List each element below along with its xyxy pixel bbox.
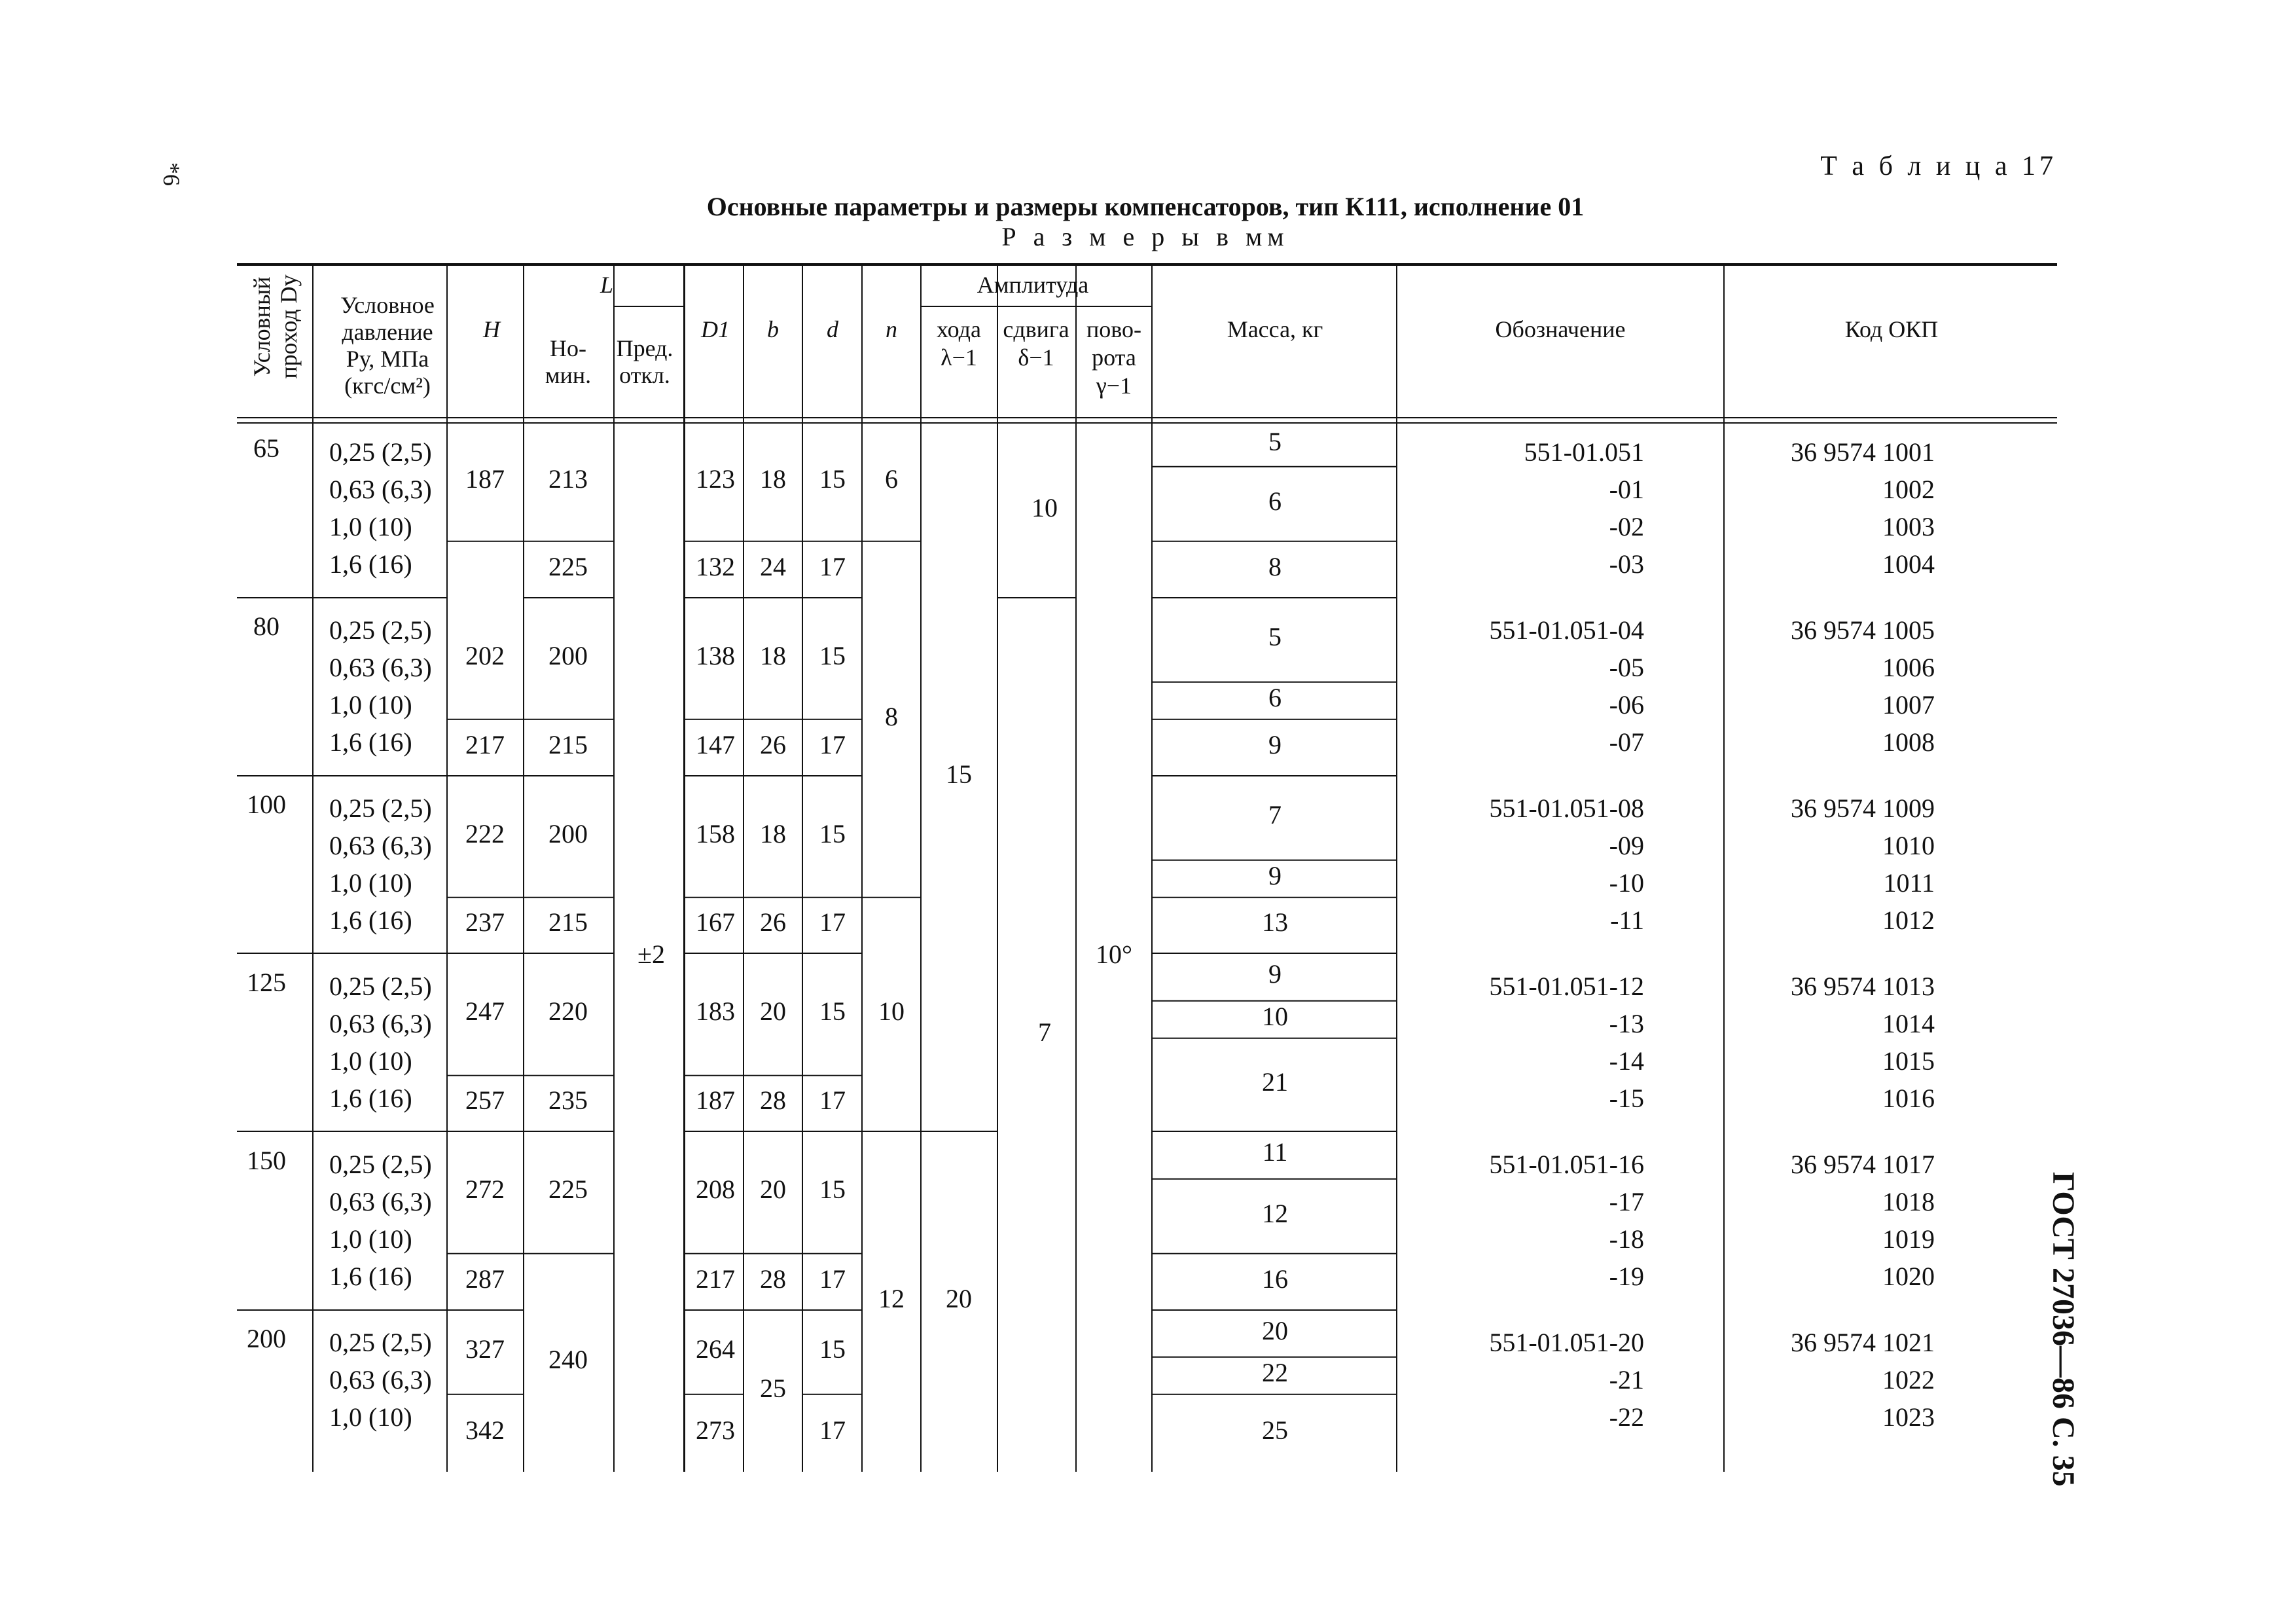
l-nom-cell: 240 (548, 1345, 588, 1375)
d1-cell: 158 (696, 818, 735, 848)
d-cell: 17 (819, 1085, 846, 1116)
n-cell: 6 (885, 464, 898, 494)
d-cell: 15 (819, 996, 846, 1027)
okp-cell: 1011 (1883, 867, 1935, 898)
h-cell: 202 (465, 640, 505, 670)
mass-cell: 11 (1262, 1137, 1288, 1167)
designation-cell: 551-01.051 (1524, 437, 1644, 467)
designation-cell: -06 (1609, 689, 1644, 720)
okp-cell: 1002 (1882, 474, 1935, 504)
d1-cell: 273 (696, 1415, 735, 1445)
pressure-cell: 0,63 (6,3) (329, 474, 432, 504)
side-label: ГОСТ 27036—86 С. 35 (2046, 1172, 2081, 1487)
d-cell: 17 (819, 907, 846, 938)
designation-cell: -10 (1609, 867, 1644, 898)
pressure-cell: 0,63 (6,3) (329, 1364, 432, 1395)
l-nom-cell: 200 (548, 640, 588, 670)
mass-cell: 7 (1268, 800, 1282, 830)
header-py-1: Условное (340, 292, 435, 318)
header-shear-1: сдвига (1003, 316, 1069, 342)
mass-cell: 10 (1262, 1002, 1288, 1032)
shear-cell: 10 (1031, 492, 1058, 522)
okp-cell: 1019 (1882, 1224, 1935, 1254)
h-cell: 237 (465, 907, 505, 938)
designation-cell: -07 (1609, 727, 1644, 757)
okp-cell: 1008 (1882, 727, 1935, 757)
pressure-cell: 0,25 (2,5) (329, 793, 432, 823)
mass-cell: 9 (1268, 959, 1282, 989)
b-cell: 20 (760, 1175, 786, 1205)
okp-cell: 36 9574 1021 (1791, 1327, 1935, 1357)
okp-cell: 36 9574 1001 (1791, 437, 1935, 467)
dn-cell: 125 (247, 967, 286, 997)
shear-cell: 7 (1038, 1017, 1051, 1047)
n-cell: 10 (878, 996, 905, 1027)
h-cell: 217 (465, 729, 505, 759)
pressure-cell: 0,25 (2,5) (329, 615, 432, 645)
pressure-cell: 0,25 (2,5) (329, 1327, 432, 1357)
dn-cell: 150 (247, 1145, 286, 1175)
okp-cell: 1003 (1882, 511, 1935, 541)
b-cell: 18 (760, 818, 786, 848)
mass-cell: 5 (1268, 427, 1282, 457)
dn-cell: 200 (247, 1323, 286, 1353)
designation-cell: -01 (1609, 474, 1644, 504)
h-cell: 257 (465, 1085, 505, 1116)
okp-cell: 36 9574 1005 (1791, 615, 1935, 645)
pressure-cell: 1,0 (10) (329, 1402, 412, 1432)
mass-cell: 12 (1262, 1198, 1288, 1228)
d1-cell: 123 (696, 464, 735, 494)
b-cell: 26 (760, 907, 786, 938)
okp-cell: 1004 (1882, 549, 1935, 579)
n-cell: 12 (878, 1284, 905, 1313)
l-nom-cell: 215 (548, 907, 588, 938)
l-nom-cell: 225 (548, 551, 588, 581)
pressure-cell: 0,25 (2,5) (329, 437, 432, 467)
mass-cell: 20 (1262, 1315, 1288, 1345)
designation-cell: -21 (1609, 1364, 1644, 1395)
header-stroke-2: λ−1 (941, 344, 977, 371)
designation-cell: 551-01.051-04 (1489, 615, 1644, 645)
header-mass: Масса, кг (1227, 316, 1323, 342)
pressure-cell: 1,0 (10) (329, 867, 412, 898)
okp-cell: 1018 (1882, 1186, 1935, 1216)
okp-cell: 1007 (1882, 689, 1935, 720)
okp-cell: 1015 (1882, 1046, 1935, 1076)
header-n: n (886, 316, 897, 342)
header-shear-2: δ−1 (1018, 344, 1054, 371)
header-py-3: Pу, МПа (346, 346, 429, 372)
h-cell: 342 (465, 1415, 505, 1445)
pressure-cell: 0,25 (2,5) (329, 971, 432, 1001)
h-cell: 327 (465, 1334, 505, 1364)
d-cell: 15 (819, 818, 846, 848)
table-subtitle: Р а з м е р ы в мм (1001, 222, 1289, 251)
designation-cell: 551-01.051-20 (1489, 1327, 1644, 1357)
pressure-cell: 0,63 (6,3) (329, 1186, 432, 1216)
designation-cell: -17 (1609, 1186, 1644, 1216)
pressure-cell: 0,63 (6,3) (329, 652, 432, 682)
stroke-cell: 15 (946, 759, 972, 789)
b-cell: 20 (760, 996, 786, 1027)
pressure-cell: 0,63 (6,3) (329, 830, 432, 860)
d-cell: 17 (819, 1415, 846, 1445)
mass-cell: 13 (1262, 907, 1288, 938)
dn-cell: 100 (247, 789, 286, 819)
b-cell: 18 (760, 640, 786, 670)
okp-cell: 1010 (1882, 830, 1935, 860)
l-nom-cell: 220 (548, 996, 588, 1027)
d1-cell: 208 (696, 1175, 735, 1205)
pressure-cell: 1,0 (10) (329, 689, 412, 720)
mass-cell: 16 (1262, 1264, 1288, 1294)
okp-cell: 1023 (1882, 1402, 1935, 1432)
n-cell: 8 (885, 701, 898, 731)
l-nom-cell: 213 (548, 464, 588, 494)
header-designation: Обозначение (1495, 316, 1626, 342)
rotation-cell: 10° (1096, 939, 1132, 969)
d1-cell: 264 (696, 1334, 735, 1364)
okp-cell: 1014 (1882, 1008, 1935, 1038)
designation-cell: -22 (1609, 1402, 1644, 1432)
d1-cell: 183 (696, 996, 735, 1027)
mass-cell: 21 (1262, 1067, 1288, 1097)
header-amplitude: Амплитуда (977, 272, 1089, 298)
b-cell: 28 (760, 1264, 786, 1294)
stroke-cell: 20 (946, 1284, 972, 1313)
h-cell: 187 (465, 464, 505, 494)
designation-cell: -02 (1609, 511, 1644, 541)
pressure-cell: 1,0 (10) (329, 1046, 412, 1076)
l-nom-cell: 215 (548, 729, 588, 759)
pressure-cell: 1,6 (16) (329, 727, 412, 757)
d1-cell: 167 (696, 907, 735, 938)
d-cell: 17 (819, 729, 846, 759)
designation-cell: -11 (1610, 905, 1644, 935)
designation-cell: -14 (1609, 1046, 1644, 1076)
okp-cell: 1006 (1882, 652, 1935, 682)
dn-cell: 80 (253, 611, 279, 641)
header-rot-2: рота (1092, 344, 1136, 371)
dn-cell: 65 (253, 433, 279, 463)
designation-cell: 551-01.051-16 (1489, 1149, 1644, 1179)
mass-cell: 22 (1262, 1358, 1288, 1388)
designation-cell: -18 (1609, 1224, 1644, 1254)
header-d: d (827, 316, 838, 342)
designation-cell: 551-01.051-08 (1489, 793, 1644, 823)
okp-cell: 1022 (1882, 1364, 1935, 1395)
mass-cell: 8 (1268, 551, 1282, 581)
pressure-cell: 1,0 (10) (329, 511, 412, 541)
d1-cell: 138 (696, 640, 735, 670)
h-cell: 247 (465, 996, 505, 1027)
l-nom-cell: 200 (548, 818, 588, 848)
h-cell: 222 (465, 818, 505, 848)
designation-cell: -09 (1609, 830, 1644, 860)
header-py-2: давление (342, 319, 433, 345)
b-cell: 26 (760, 729, 786, 759)
header-L-nom-2: мин. (545, 362, 592, 388)
header-rot-1: пово- (1086, 316, 1142, 342)
mass-cell: 9 (1268, 729, 1282, 759)
h-cell: 287 (465, 1264, 505, 1294)
header-L-nom-1: Но- (550, 335, 586, 361)
mass-cell: 6 (1268, 683, 1282, 713)
mass-cell: 25 (1262, 1415, 1288, 1445)
d-cell: 15 (819, 640, 846, 670)
corner-mark: *6 (158, 162, 185, 186)
pressure-cell: 1,6 (16) (329, 1261, 412, 1291)
d-cell: 17 (819, 551, 846, 581)
table-title: Основные параметры и размеры компенсаторов, тип К111, исполнение 01 (706, 192, 1585, 221)
designation-cell: -03 (1609, 549, 1644, 579)
designation-cell: 551-01.051-12 (1489, 971, 1644, 1001)
header-rot-3: γ−1 (1096, 373, 1132, 399)
okp-cell: 1012 (1882, 905, 1935, 935)
table-label: Т а б л и ц а 17 (1820, 151, 2057, 181)
b-cell: 18 (760, 464, 786, 494)
header-L-dev-1: Пред. (616, 335, 673, 361)
mass-cell: 6 (1268, 486, 1282, 516)
okp-cell: 36 9574 1009 (1791, 793, 1935, 823)
mass-cell: 9 (1268, 861, 1282, 891)
okp-cell: 36 9574 1017 (1791, 1149, 1935, 1179)
d1-cell: 217 (696, 1264, 735, 1294)
header-D1: D1 (701, 316, 730, 342)
designation-cell: -05 (1609, 652, 1644, 682)
okp-cell: 1020 (1882, 1261, 1935, 1291)
d1-cell: 187 (696, 1085, 735, 1116)
b-cell: 24 (760, 551, 786, 581)
header-dn: Условный проход Dу (249, 274, 302, 379)
okp-cell: 1016 (1882, 1083, 1935, 1113)
okp-cell: 36 9574 1013 (1791, 971, 1935, 1001)
designation-cell: -19 (1609, 1261, 1644, 1291)
header-L-dev-2: откл. (619, 362, 670, 388)
designation-cell: -15 (1609, 1083, 1644, 1113)
h-cell: 272 (465, 1175, 505, 1205)
l-nom-cell: 225 (548, 1175, 588, 1205)
header-b: b (767, 316, 779, 342)
d1-cell: 132 (696, 551, 735, 581)
header-stroke-1: хода (937, 316, 981, 342)
pressure-cell: 0,63 (6,3) (329, 1008, 432, 1038)
d1-cell: 147 (696, 729, 735, 759)
header-py-4: (кгс/см²) (344, 373, 431, 399)
designation-cell: -13 (1609, 1008, 1644, 1038)
mass-cell: 5 (1268, 622, 1282, 652)
pressure-cell: 1,6 (16) (329, 905, 412, 935)
pressure-cell: 1,6 (16) (329, 1083, 412, 1113)
pressure-cell: 1,0 (10) (329, 1224, 412, 1254)
pressure-cell: 0,25 (2,5) (329, 1149, 432, 1179)
pressure-cell: 1,6 (16) (329, 549, 412, 579)
b-cell: 28 (760, 1085, 786, 1116)
d-cell: 15 (819, 1334, 846, 1364)
b-cell: 25 (760, 1373, 786, 1403)
l-nom-cell: 235 (548, 1085, 588, 1116)
l-dev-cell: ±2 (637, 939, 665, 969)
header-L: L (600, 272, 614, 298)
d-cell: 15 (819, 464, 846, 494)
d-cell: 15 (819, 1175, 846, 1205)
header-H: H (483, 316, 500, 342)
d-cell: 17 (819, 1264, 846, 1294)
header-okp: Код ОКП (1844, 316, 1939, 342)
